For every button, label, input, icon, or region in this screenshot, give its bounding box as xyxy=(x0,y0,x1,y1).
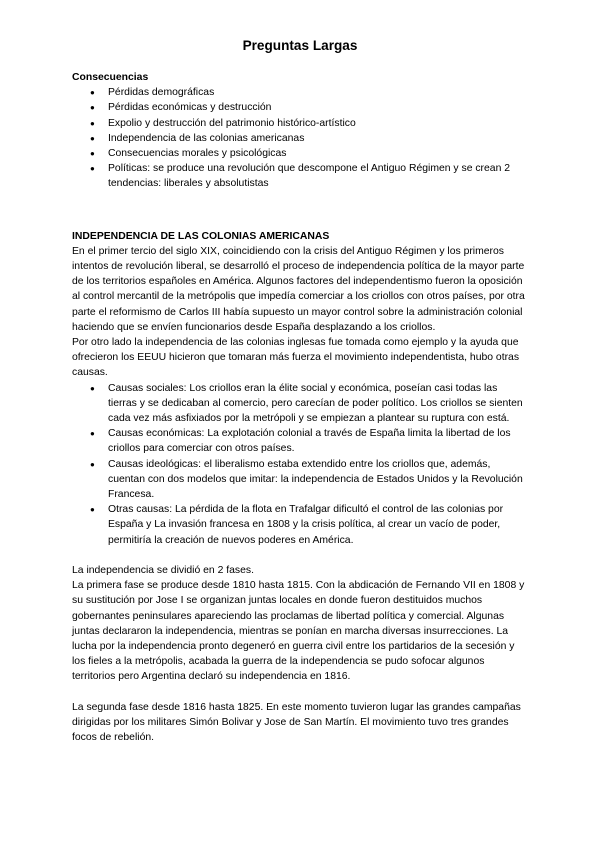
list-item: ● Otras causas: La pérdida de la flota en Trafalgar dificultó el control de las colonias por España y La invasión francesa en 1808 y la crisis política, al crear un vacío de poder, permitiría la creación de nuevos poderes en América. xyxy=(108,502,528,548)
list-item: ● Independencia de las colonias americanas xyxy=(108,131,528,146)
consecuencias-heading: Consecuencias xyxy=(72,72,149,83)
causas-list xyxy=(72,381,528,548)
independencia-heading: INDEPENDENCIA DE LAS COLONIAS AMERICANAS xyxy=(72,230,330,242)
list-item: ● Causas sociales: Los criollos eran la élite social y económica, poseían casi todas las tierras y se dedicaban al comercio, pero carecían de poder político. Los criollos se sienten cada vez más asfixiados por la metrópoli y se empiezan a plantear su ruptura con está. xyxy=(108,381,528,427)
list-item: ● Causas ideológicas: el liberalismo estaba extendido entre los criollos que, además, cuentan con dos modelos que imitar: la independencia de Estados Unidos y la Revolución Francesa. xyxy=(108,457,528,503)
independencia-paragraph-1: En el primer tercio del siglo XIX, coincidiendo con la crisis del Antiguo Régimen y los primeros intentos de revolución liberal, se desarrolló el proceso de independencia política de la mayor parte de los territorios españoles en América. Algunos factores del independentismo fueron la oposición al control mercantil de la metrópolis que impedía comerciar a los criollos con otros países, por otra parte el reformismo de Carlos III había supuesto un mayor control sobre la administración colonial haciendo que se envíen funcionarios desde España desplazando a los criollos. xyxy=(72,245,525,333)
fase-1-paragraph: La primera fase se produce desde 1810 hasta 1815. Con la abdicación de Fernando VII en 1808 y su sustitución por Jose I se organizan juntas locales en donde fueron destituidos muchos gobernantes peninsulares apareciendo las proclamas de libertad política y comercial. Algunas juntas declararon la independencia, mientras se ponían en marcha diversas insurrecciones. La lucha por la independencia pronto degeneró en guerra civil entre los partidarios de la secesión y los fieles a la metrópolis, acabada la guerra de la independencia se pudo sofocar algunos territorios pero Argentina declaró su independencia en 1816. xyxy=(72,580,525,683)
list-item: ● Expolio y destrucción del patrimonio histórico-artístico xyxy=(108,116,528,131)
list-item: ● Causas económicas: La explotación colonial a través de España limita la libertad de los criollos para comerciar con otros países. xyxy=(108,426,528,456)
page-title: Preguntas Largas xyxy=(242,38,358,53)
independencia-paragraph-2: Por otro lado la independencia de las colonias inglesas fue tomada como ejemplo y la ayuda que ofrecieron los EEUU hicieron que tomaran más fuerza el movimiento independentista, hubo otras causas. xyxy=(72,337,520,379)
consecuencias-list xyxy=(72,85,528,191)
list-item: ● Políticas: se produce una revolución que descompone el Antiguo Régimen y se crean 2 tendencias: liberales y absolutistas xyxy=(108,161,528,191)
list-item: ● Pérdidas demográficas xyxy=(108,85,528,100)
fase-2-paragraph: La segunda fase desde 1816 hasta 1825. En este momento tuvieron lugar las grandes campañas dirigidas por los militares Simón Bolivar y Jose de San Martín. El movimiento tuvo tres grandes focos de rebelión. xyxy=(72,701,521,743)
fases-intro: La independencia se dividió en 2 fases. xyxy=(72,564,254,576)
list-item: ● Pérdidas económicas y destrucción xyxy=(108,100,528,115)
list-item: ● Consecuencias morales y psicológicas xyxy=(108,146,528,161)
